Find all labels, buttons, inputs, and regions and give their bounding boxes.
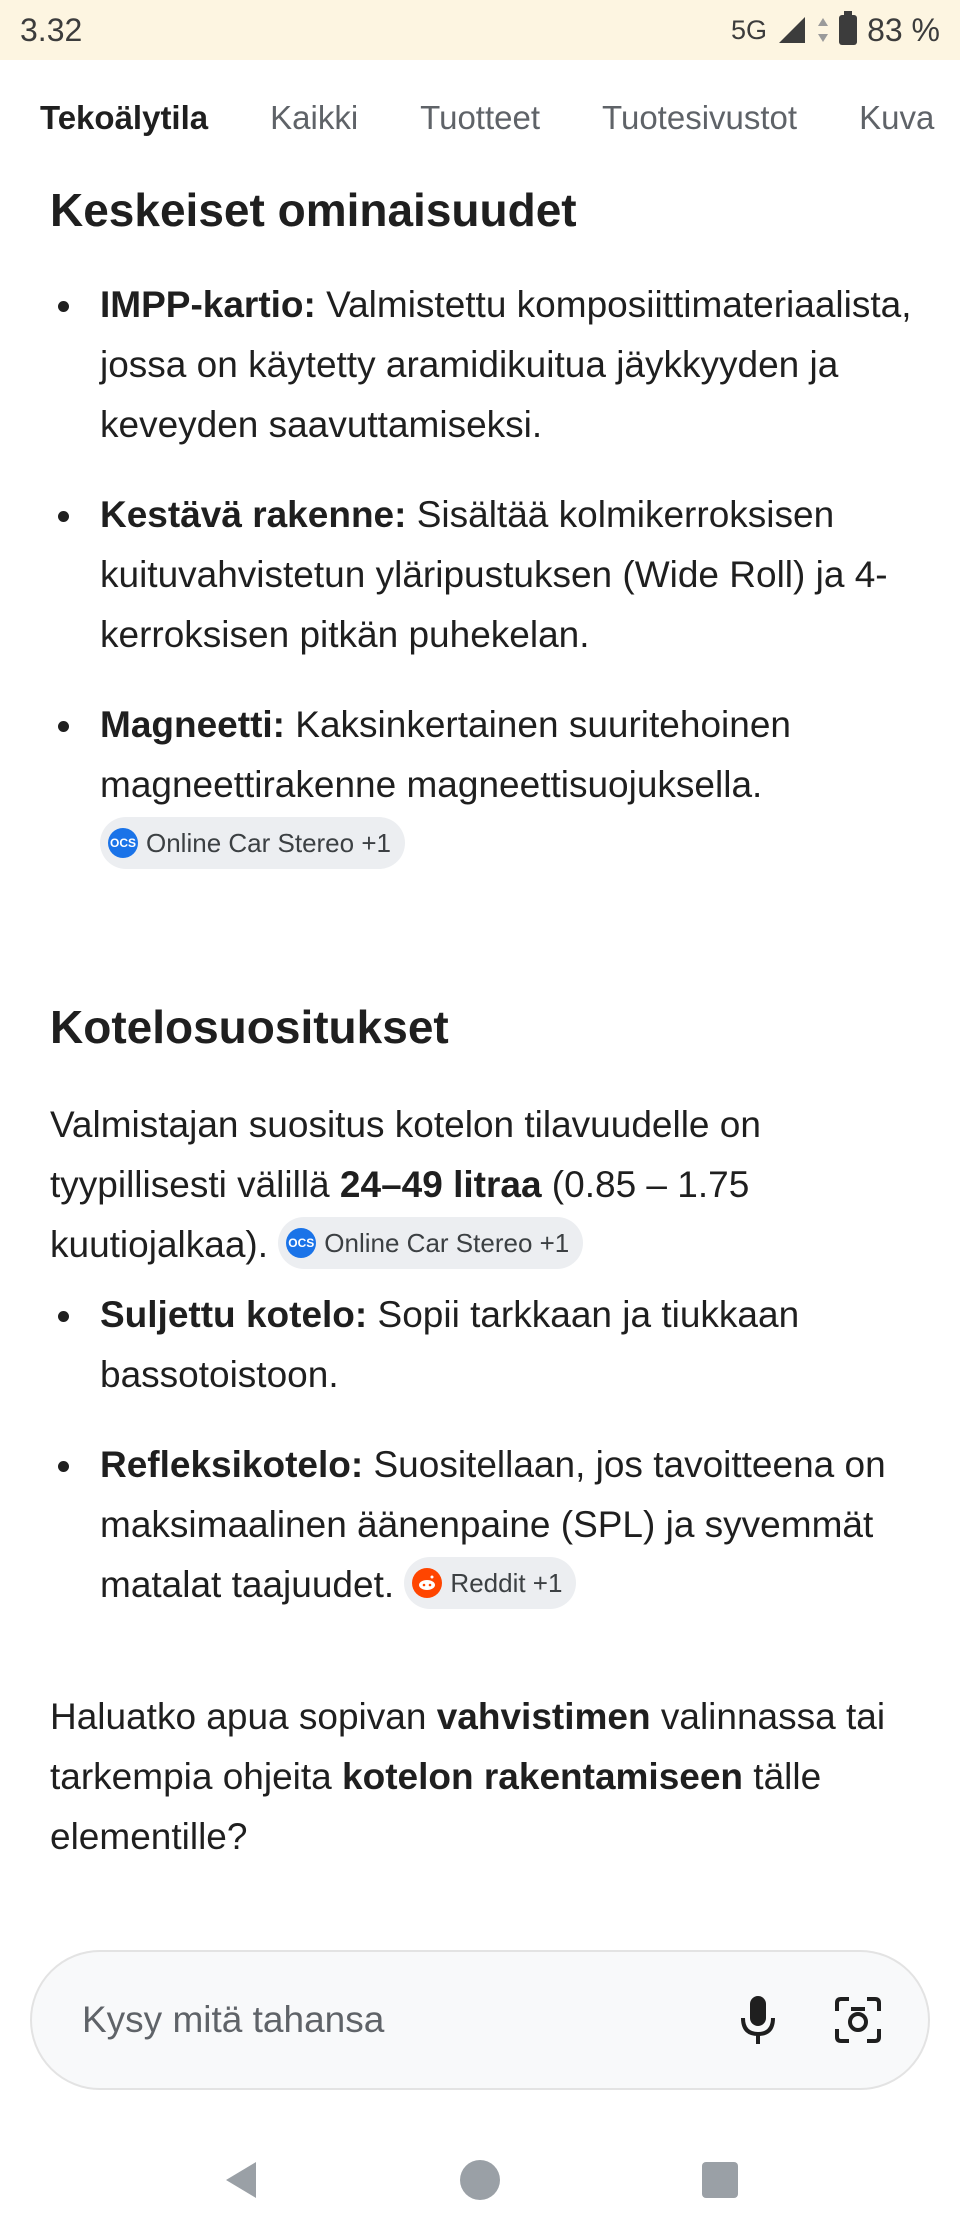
item-text: Valmistettu komposiittimateriaalista, jossa on käytetty aramidikuitua jäykkyyden ja keveyden saavuttamiseksi. xyxy=(100,284,912,445)
microphone-icon[interactable] xyxy=(728,1990,788,2050)
features-heading: Keskeiset ominaisuudet xyxy=(50,184,577,236)
features-list xyxy=(50,275,920,905)
list-item xyxy=(50,695,920,875)
status-bar xyxy=(0,0,960,60)
search-tabs xyxy=(0,60,960,175)
tab-ai-mode[interactable]: Tekoälytila xyxy=(40,98,209,136)
bullet-icon xyxy=(58,301,69,312)
signal-icon xyxy=(777,15,807,45)
tab-images[interactable]: Kuva xyxy=(859,98,935,136)
ocs-icon: OCS xyxy=(108,828,138,858)
enclosure-intro xyxy=(50,1095,920,1275)
followup-bold: kotelon rakentamiseen xyxy=(342,1756,744,1797)
enclosure-heading: Kotelosuositukset xyxy=(50,1001,449,1053)
list-item xyxy=(50,275,920,455)
item-term: IMPP-kartio: xyxy=(100,284,316,325)
reddit-icon xyxy=(412,1568,442,1598)
list-item xyxy=(50,1285,920,1405)
ask-bar xyxy=(30,1950,930,2090)
source-chip[interactable] xyxy=(100,817,405,869)
item-term: Refleksikotelo: xyxy=(100,1444,364,1485)
source-label: Online Car Stereo +1 xyxy=(324,1228,570,1259)
source-label: Reddit +1 xyxy=(450,1568,563,1599)
followup-bold: vahvistimen xyxy=(436,1696,651,1737)
intro-text-2: (0.85 – 1.75 kuutiojalkaa). xyxy=(50,1164,750,1265)
ask-input[interactable] xyxy=(82,1999,688,2041)
system-nav-bar xyxy=(0,2120,960,2240)
list-item xyxy=(50,485,920,665)
item-text: Suositellaan, jos tavoitteena on maksimaalinen äänenpaine (SPL) ja syvemmät matalat taajuudet. xyxy=(100,1444,886,1605)
home-icon[interactable] xyxy=(450,2150,510,2210)
bullet-icon xyxy=(58,721,69,732)
tab-product-sites[interactable]: Tuotesivustot xyxy=(602,98,798,136)
network-label: 5G xyxy=(731,14,768,45)
ocs-icon: OCS xyxy=(286,1228,316,1258)
item-text: Kaksinkertainen suuritehoinen magneettirakenne magneettisuojuksella. xyxy=(100,704,791,805)
camera-lens-icon[interactable] xyxy=(828,1990,888,2050)
data-arrows-icon xyxy=(817,16,829,44)
item-text: Sisältää kolmikerroksisen kuituvahvistetun yläripustuksen (Wide Roll) ja 4-kerroksisen pitkän puhekelan. xyxy=(100,494,888,655)
enclosure-list xyxy=(50,1285,920,1645)
followup-text: Haluatko apua sopivan xyxy=(50,1696,437,1737)
tab-all[interactable]: Kaikki xyxy=(270,98,359,136)
source-label: Online Car Stereo +1 xyxy=(146,828,391,859)
source-chip[interactable] xyxy=(278,1217,583,1269)
tab-products[interactable]: Tuotteet xyxy=(420,98,541,136)
item-term: Kestävä rakenne: xyxy=(100,494,407,535)
item-term: Suljettu kotelo: xyxy=(100,1294,368,1335)
bullet-icon xyxy=(58,1311,69,1322)
status-icons xyxy=(731,12,940,49)
status-time: 3.32 xyxy=(20,11,83,48)
bullet-icon xyxy=(58,511,69,522)
followup-text: valinnassa tai tarkempia ohjeita xyxy=(50,1696,886,1797)
followup-text: tälle elementille? xyxy=(50,1756,822,1857)
followup-question xyxy=(50,1687,920,1867)
recents-icon[interactable] xyxy=(690,2150,750,2210)
battery-icon xyxy=(839,15,857,45)
item-term: Magneetti: xyxy=(100,704,285,745)
battery-level: 83 % xyxy=(867,11,940,48)
intro-text: Valmistajan suositus kotelon tilavuudelle on tyypillisesti välillä xyxy=(50,1104,761,1205)
list-item xyxy=(50,1435,920,1615)
item-text: Sopii tarkkaan ja tiukkaan bassotoistoon. xyxy=(100,1294,800,1395)
back-icon[interactable] xyxy=(210,2150,270,2210)
bullet-icon xyxy=(58,1461,69,1472)
source-chip[interactable] xyxy=(404,1557,576,1609)
intro-bold: 24–49 litraa xyxy=(339,1164,542,1205)
